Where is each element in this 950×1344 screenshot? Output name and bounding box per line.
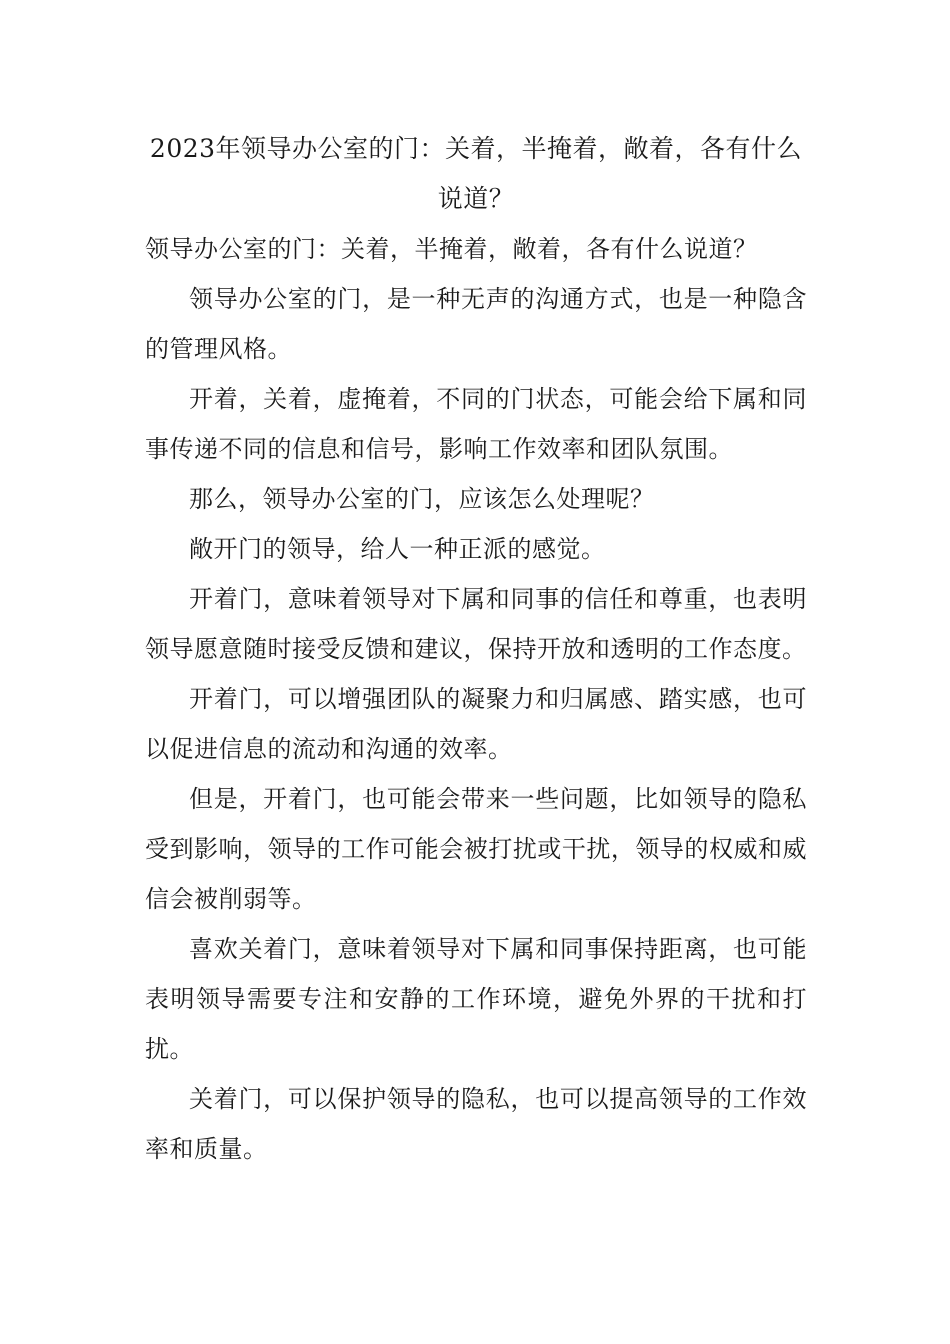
paragraph-1: 领导办公室的门，是一种无声的沟通方式，也是一种隐含的管理风格。 xyxy=(145,285,807,363)
paragraph-4: 敞开门的领导，给人一种正派的感觉。 xyxy=(189,535,606,563)
document-subtitle: 领导办公室的门：关着，半掩着，敞着，各有什么说道？ xyxy=(145,235,758,263)
paragraph-5: 开着门，意味着领导对下属和同事的信任和尊重，也表明领导愿意随时接受反馈和建议，保持开放和透明的工作态度。 xyxy=(145,585,807,663)
paragraph-8: 喜欢关着门，意味着领导对下属和同事保持距离，也可能表明领导需要专注和安静的工作环境，避免外界的干扰和打扰。 xyxy=(145,935,807,1063)
paragraph-2: 开着，关着，虚掩着，不同的门状态，可能会给下属和同事传递不同的信息和信号，影响工作效率和团队氛围。 xyxy=(145,385,807,463)
document-page xyxy=(145,124,807,1174)
paragraph-7: 但是，开着门，也可能会带来一些问题，比如领导的隐私受到影响，领导的工作可能会被打扰或干扰，领导的权威和威信会被削弱等。 xyxy=(145,785,807,913)
paragraph-9: 关着门，可以保护领导的隐私，也可以提高领导的工作效率和质量。 xyxy=(145,1085,807,1163)
paragraph-6: 开着门，可以增强团队的凝聚力和归属感、踏实感，也可以促进信息的流动和沟通的效率。 xyxy=(145,685,807,763)
paragraph-3: 那么，领导办公室的门，应该怎么处理呢？ xyxy=(189,485,655,513)
document-title: 2023年领导办公室的门：关着，半掩着，敞着，各有什么说道？ xyxy=(149,134,803,213)
